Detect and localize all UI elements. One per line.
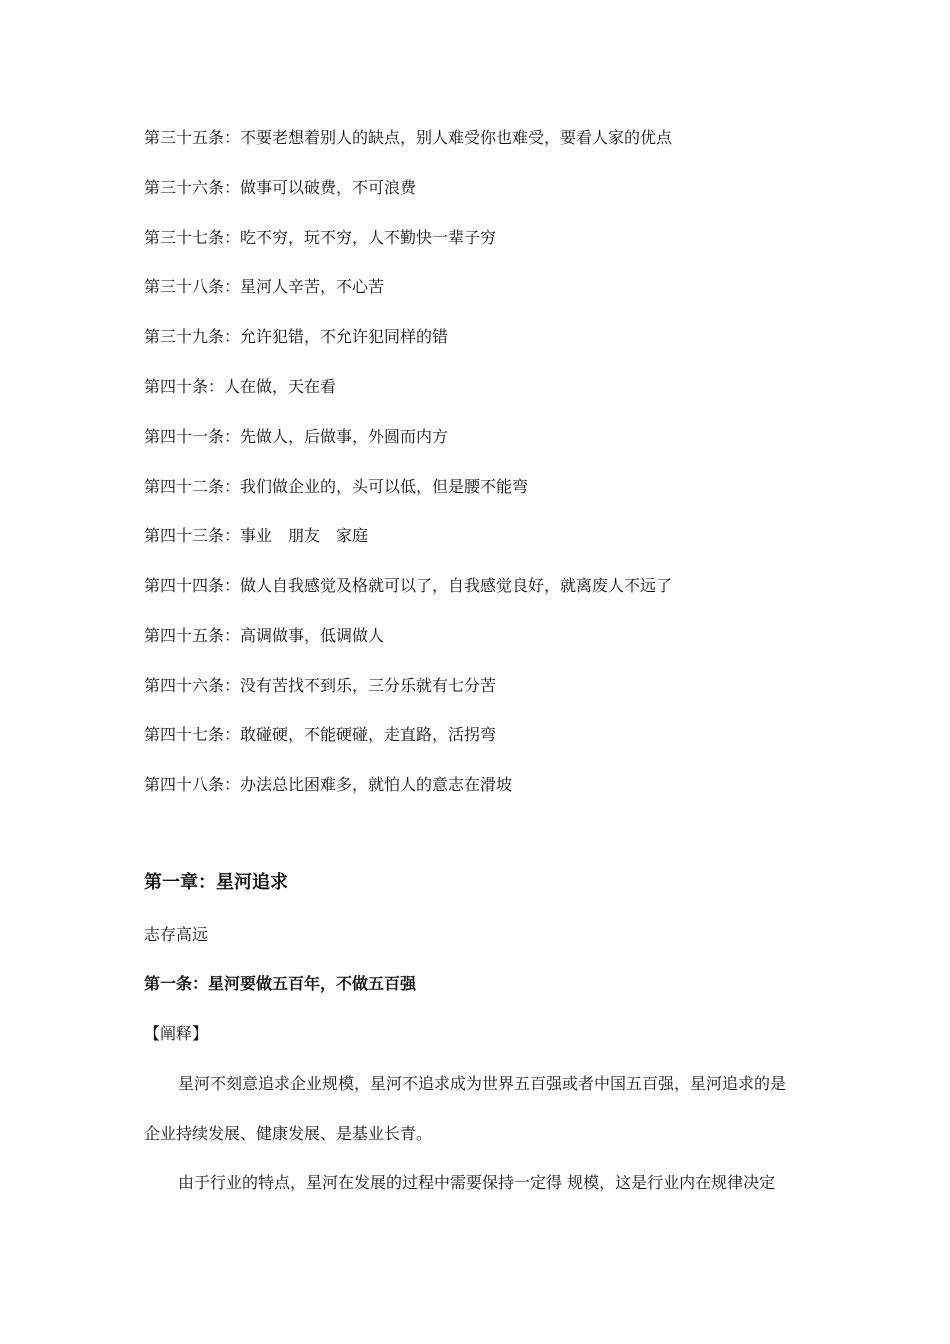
rule-39: 第三十九条：允许犯错，不允许犯同样的错 [144, 327, 449, 346]
rule-36: 第三十六条：做事可以破费，不可浪费 [144, 178, 417, 197]
article-title: 第一条：星河要做五百年，不做五百强 [144, 974, 417, 993]
chapter-subtitle: 志存高远 [144, 925, 209, 944]
rule-42: 第四十二条：我们做企业的，头可以低，但是腰不能弯 [144, 477, 529, 496]
paragraph-line-3: 由于行业的特点，星河在发展的过程中需要保持一定得 规模，这是行业内在规律决定 [178, 1173, 776, 1192]
rule-44: 第四十四条：做人自我感觉及格就可以了，自我感觉良好，就离废人不远了 [144, 576, 673, 595]
rule-46: 第四十六条：没有苦找不到乐，三分乐就有七分苦 [144, 676, 497, 695]
paragraph-line-2: 企业持续发展、健康发展、是基业长青。 [144, 1124, 433, 1143]
rule-41: 第四十一条：先做人，后做事，外圆而内方 [144, 427, 449, 446]
rule-43: 第四十三条：事业 朋友 家庭 [144, 526, 369, 545]
rule-48: 第四十八条：办法总比困难多，就怕人的意志在滑坡 [144, 775, 513, 794]
rule-38: 第三十八条：星河人辛苦，不心苦 [144, 277, 385, 296]
paragraph-line-1: 星河不刻意追求企业规模，星河不追求成为世界五百强或者中国五百强，星河追求的是 [178, 1074, 787, 1093]
rule-45: 第四十五条：高调做事，低调做人 [144, 626, 385, 645]
rule-37: 第三十七条：吃不穷，玩不穷，人不勤快一辈子穷 [144, 228, 497, 247]
rule-40: 第四十条：人在做，天在看 [144, 377, 337, 396]
explanation-label: 【阐释】 [144, 1024, 209, 1043]
rule-47: 第四十七条：敢碰硬，不能硬碰，走直路，活拐弯 [144, 725, 497, 744]
rule-35: 第三十五条：不要老想着别人的缺点，别人难受你也难受，要看人家的优点 [144, 128, 673, 147]
chapter-title: 第一章：星河追求 [144, 872, 288, 893]
